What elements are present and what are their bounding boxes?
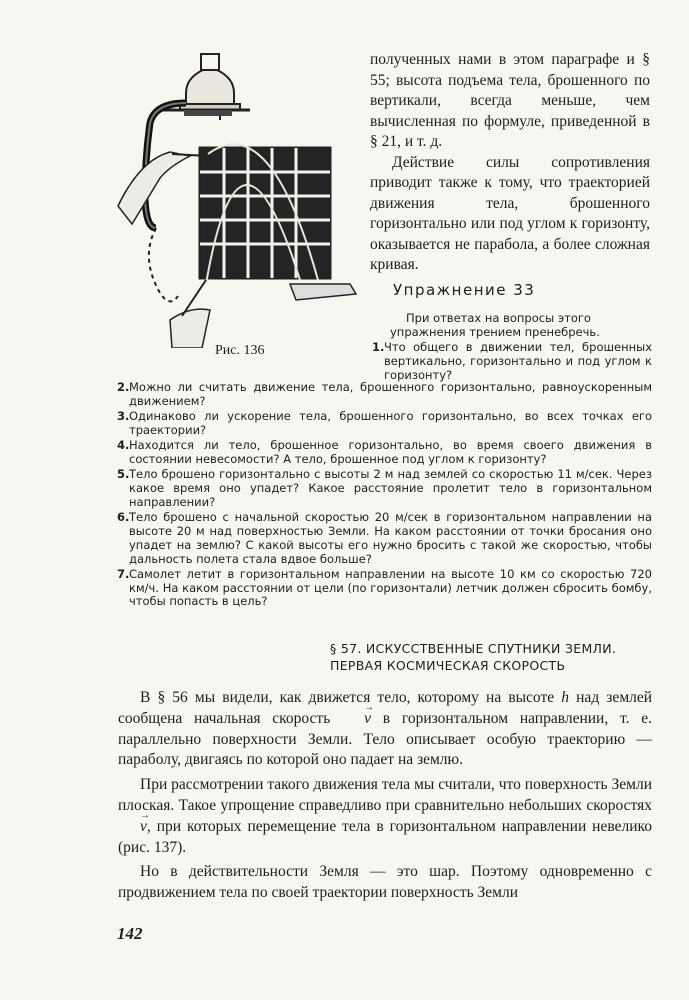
body-text (118, 688, 652, 908)
question-7 (117, 568, 652, 609)
vector-v: → v (118, 817, 147, 838)
vector-v: → v (342, 709, 371, 730)
variable-h: h (561, 689, 570, 706)
question-6 (117, 511, 652, 566)
question-number: 7. (117, 566, 130, 581)
shelf (184, 110, 232, 116)
question-number: 2. (117, 380, 130, 394)
figure-136-illustration (100, 48, 370, 348)
question-text: Что общего в движении тел, брошенных вертикально, горизонтально и под углом к горизонту? (384, 340, 652, 382)
question-number: 4. (117, 438, 130, 453)
text-run: , при которых перемещение тела в горизонтальном направлении невелико (рис. 137). (118, 817, 652, 856)
questions-list (117, 381, 652, 611)
question-number: 1. (372, 340, 385, 354)
question-text: Находится ли тело, брошенное горизонтально, во время своего движения в состоянии невесомости? А тело, брошенное под углом к горизонту? (129, 438, 652, 466)
body-paragraph-2 (118, 775, 652, 858)
hand-top (118, 152, 190, 224)
question-5 (117, 468, 652, 509)
section-heading-line-1: § 57. ИСКУССТВЕННЫЕ СПУТНИКИ ЗЕМЛИ. (330, 641, 617, 656)
question-text: Можно ли считать движение тела, брошенного горизонтально, равноускоренным движением? (129, 380, 652, 408)
figure-caption: Рис. 136 (215, 343, 265, 358)
section-heading-line-2: ПЕРВАЯ КОСМИЧЕСКАЯ СКОРОСТЬ (330, 658, 566, 673)
body-paragraph-3: Но в действительности Земля — это шар. Поэтому одновременно с продвижением тела по своей траектории поверхность Земли (118, 863, 652, 902)
question-text: Одинаково ли ускорение тела, брошенного горизонтально, во всех точках его траектории? (129, 409, 652, 437)
text-run: над землей сообщена начальная скорость (118, 689, 653, 727)
text-run: При рассмотрении такого движения тела мы считали, что поверхность Земли плоская. Такое упрощение справедливо при сравнительно небольших скоростях (118, 776, 652, 814)
body-paragraph-1 (118, 688, 652, 771)
question-text: Самолет летит в горизонтальном направлении на высоте 10 км со скоростью 720 км/ч. На каком расстоянии от цели (по горизонтали) летчик должен сбросить бомбу, чтобы попасть в цель? (129, 566, 652, 609)
exercise-title: Упражнение 33 (393, 281, 536, 299)
intro-paragraph-2: Действие силы сопротивления приводит также к тому, что траекторией движения тела, брошенного горизонтально или под углом к горизонту, оказывается не парабола, а более сложная кривая. (370, 153, 650, 273)
question-text: Тело брошено горизонтально с высоты 2 м над землей со скоростью 11 м/сек. Через какое время оно упадет? Какое расстояние пролетит тело в горизонтальном направлении? (129, 467, 652, 509)
page-number: 142 (117, 924, 143, 943)
text-run: В § 56 мы видели, как движется тело, которому на высоте (140, 689, 555, 706)
question-number: 6. (117, 510, 130, 525)
question-2 (117, 381, 652, 409)
question-4 (117, 439, 652, 467)
question-number: 5. (117, 467, 130, 482)
grid-board (200, 148, 330, 278)
question-text: Тело брошено с начальной скоростью 20 м/сек в горизонтальном направлении на высоте 20 м над поверхностью Земли. На каком расстоянии от точки бросания оно упадет на землю? С какой высоты его нужно бросить с такой же скоростью, чтобы дальность полета стала вдвое больше? (129, 510, 652, 566)
question-1 (372, 340, 652, 384)
exercise-note: При ответах на вопросы этого упражнения трением пренебречь. (390, 311, 600, 339)
question-number: 3. (117, 409, 130, 424)
intro-text (370, 50, 650, 276)
section-heading (330, 640, 650, 674)
text-run: в горизонтальном направлении, т. е. параллельно поверхности Земли. Тело описывает особую траекторию — параболу, двигаясь по которой оно падает на землю. (118, 709, 653, 769)
water-tray (290, 284, 356, 300)
question-3 (117, 410, 652, 438)
hand-bottom (170, 309, 210, 348)
intro-paragraph-1: полученных нами в этом параграфе и § 55; высота подъема тела, брошенного по вертикали, всегда меньше, чем вычисленная по формуле, приведенной в § 21, и т. д. (370, 51, 650, 150)
